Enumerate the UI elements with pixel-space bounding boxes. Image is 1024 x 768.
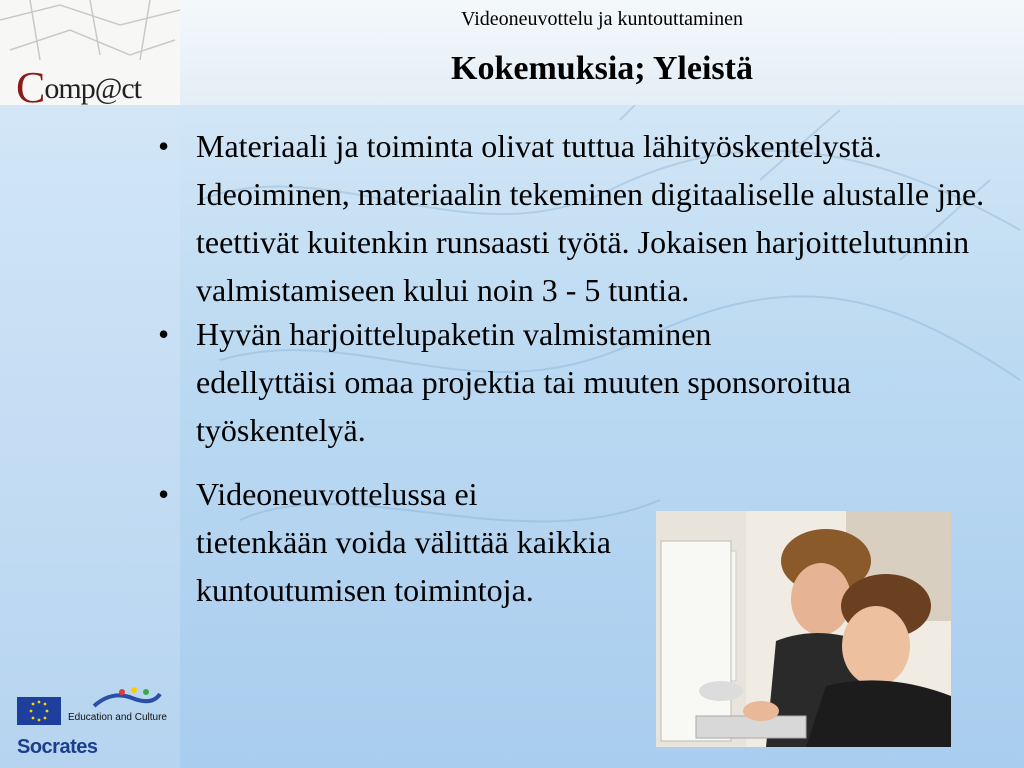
compact-logo [0, 0, 180, 105]
bullet-item: • Materiaali ja toiminta olivat tuttua lähityöskentelystä. Ideoiminen, materiaalin tekeminen digitaaliselle alustalle jne. teettivät kuitenkin runsaasti työtä. Jokaisen harjoittelutunnin valmistamiseen kului noin 3 - 5 tuntia. [158, 122, 986, 314]
slide-title: Kokemuksia; Yleistä [451, 50, 753, 87]
eu-flag-icon [17, 697, 61, 725]
bullet-item: • Videoneuvottelussa ei tietenkään voida välittää kaikkia kuntoutumisen toimintoja. [158, 470, 616, 614]
education-culture-logo-icon [92, 686, 162, 710]
photo-two-boys-at-computer [656, 511, 951, 747]
education-culture-label: Education and Culture [68, 712, 167, 723]
bullet-item: • Hyvän harjoittelupaketin valmistaminen edellyttäisi omaa projektia tai muuten sponsoroitua työskentelyä. [158, 310, 856, 454]
logo-wordmark [16, 62, 141, 105]
logo-rest: omp@ct [44, 72, 141, 105]
left-decor-strip [0, 105, 180, 768]
logo-letter: C [16, 63, 45, 105]
socrates-label: Socrates [17, 736, 98, 758]
slide-subtitle: Videoneuvottelu ja kuntouttaminen [460, 8, 744, 30]
